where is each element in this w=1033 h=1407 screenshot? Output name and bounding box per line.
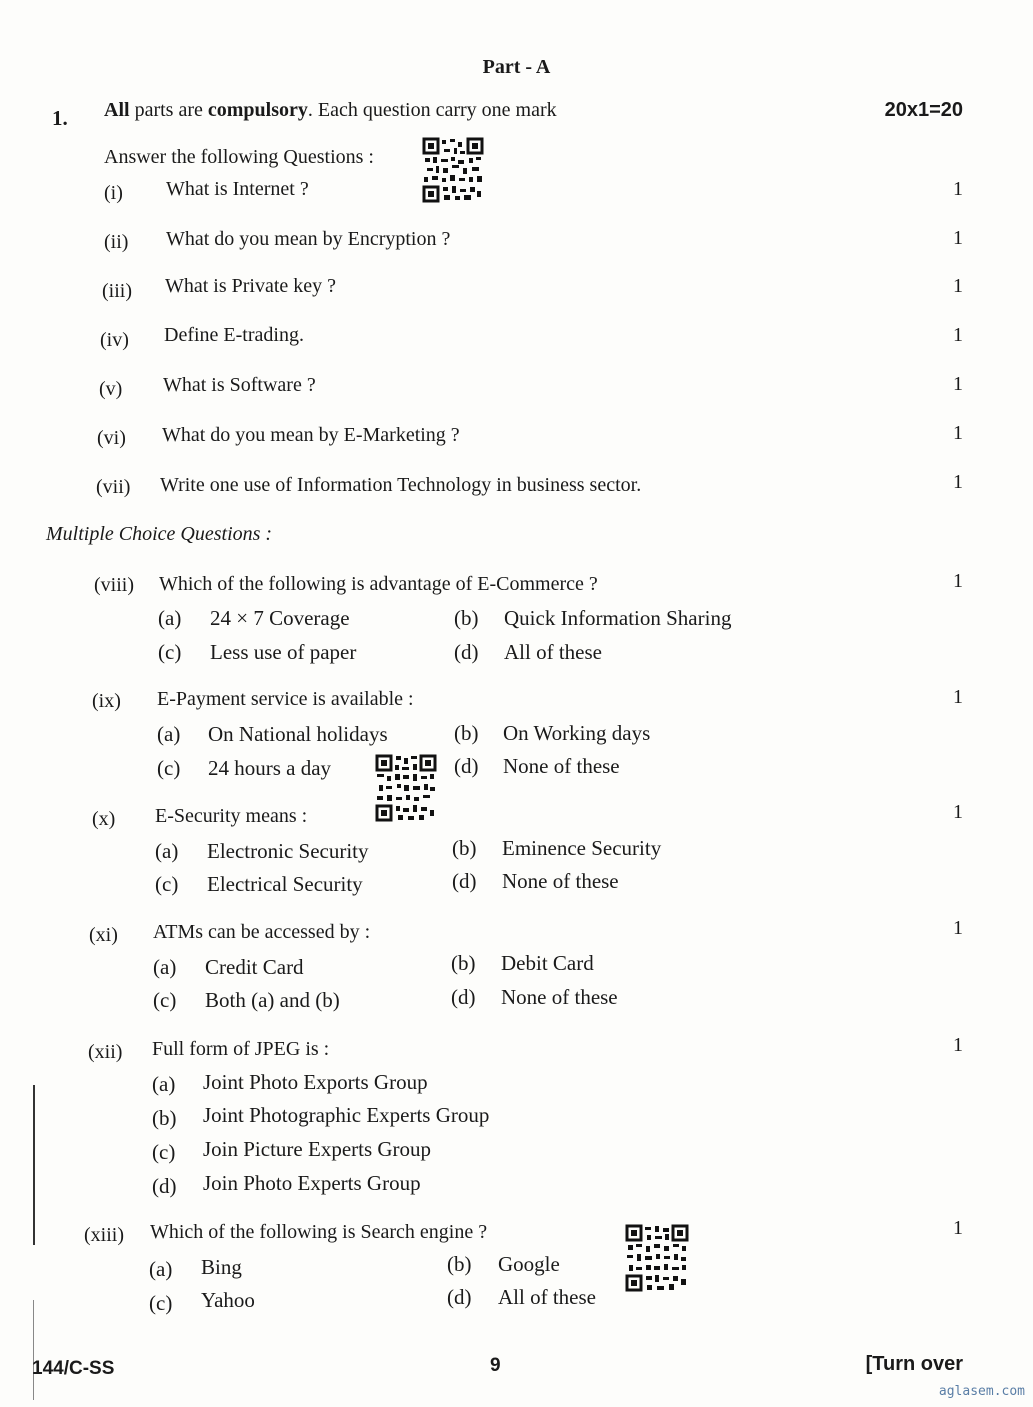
option-text: Bing — [201, 1255, 242, 1279]
qr-code-icon — [422, 137, 484, 203]
short-q-roman: (iii) — [102, 280, 132, 302]
short-q-text: What is Software ? — [163, 374, 316, 396]
short-q-mark: 1 — [953, 471, 963, 493]
option-text: On Working days — [503, 721, 651, 745]
short-q-mark: 1 — [953, 373, 963, 395]
option-label: (a) — [153, 955, 177, 979]
mcq-roman: (xiii) — [84, 1224, 124, 1246]
qr-code-icon — [625, 1224, 689, 1292]
short-q-mark: 1 — [953, 227, 963, 249]
mcq-roman: (xii) — [88, 1041, 123, 1063]
short-q-roman: (iv) — [100, 329, 129, 351]
option-text: 24 × 7 Coverage — [210, 606, 350, 630]
option-text: Join Photo Experts Group — [203, 1171, 421, 1195]
option-label: (c) — [152, 1140, 176, 1164]
option-label: (c) — [157, 756, 181, 780]
mcq-question-text: Which of the following is Search engine ? — [150, 1221, 488, 1243]
mcq-mark: 1 — [953, 1217, 963, 1239]
option-text: 24 hours a day — [208, 756, 332, 780]
option-label: (a) — [149, 1257, 173, 1281]
mcq-mark: 1 — [953, 570, 963, 592]
short-q-text: What is Internet ? — [166, 178, 309, 200]
option-label: (a) — [158, 606, 182, 630]
option-text: Less use of paper — [210, 640, 357, 664]
option-text: None of these — [501, 985, 618, 1009]
short-q-roman: (ii) — [104, 231, 129, 253]
turn-over-note: [Turn over — [865, 1353, 963, 1375]
answer-prompt: Answer the following Questions : — [104, 146, 374, 168]
option-label: (a) — [155, 839, 179, 863]
mcq-mark: 1 — [953, 801, 963, 823]
option-label: (c) — [155, 872, 179, 896]
short-q-text: What do you mean by E-Marketing ? — [162, 424, 460, 446]
option-text: Eminence Security — [502, 836, 662, 860]
option-label: (b) — [452, 836, 477, 860]
scan-edge-line — [33, 1085, 35, 1245]
mcq-roman: (x) — [92, 808, 116, 830]
mcq-question-text: E-Security means : — [155, 805, 308, 827]
option-text: Credit Card — [205, 955, 304, 979]
mcq-question-text: Full form of JPEG is : — [152, 1038, 330, 1060]
question-instructions — [104, 99, 557, 122]
mcq-mark: 1 — [953, 917, 963, 939]
intro-strong-all: All — [104, 99, 130, 121]
short-q-roman: (i) — [104, 182, 123, 204]
option-text: All of these — [504, 640, 602, 664]
intro-strong-compulsory: compulsory — [207, 99, 308, 121]
part-title: Part - A — [482, 56, 551, 78]
option-label: (c) — [153, 988, 177, 1012]
short-q-mark: 1 — [953, 324, 963, 346]
mcq-mark: 1 — [953, 1034, 963, 1056]
option-label: (a) — [152, 1072, 176, 1096]
option-text: Electronic Security — [207, 839, 369, 863]
option-label: (c) — [149, 1291, 173, 1315]
option-label: (b) — [454, 606, 479, 630]
short-q-text: What do you mean by Encryption ? — [166, 228, 451, 250]
option-text: All of these — [498, 1285, 596, 1309]
option-label: (b) — [152, 1106, 177, 1130]
short-q-text: What is Private key ? — [165, 275, 337, 297]
mcq-question-text: E-Payment service is available : — [157, 688, 414, 710]
option-text: Joint Photo Exports Group — [203, 1070, 428, 1094]
option-text: Join Picture Experts Group — [203, 1137, 432, 1161]
short-q-text: Define E-trading. — [164, 324, 304, 346]
short-q-text: Write one use of Information Technology in business sector. — [160, 474, 642, 496]
option-label: (d) — [454, 754, 479, 778]
option-label: (d) — [452, 869, 477, 893]
option-label: (b) — [451, 951, 476, 975]
option-text: Joint Photographic Experts Group — [203, 1103, 490, 1127]
option-label: (d) — [447, 1285, 472, 1309]
intro-mid: parts are — [129, 99, 208, 121]
mcq-roman: (viii) — [94, 574, 134, 596]
paper-code: 144/C-SS — [32, 1358, 115, 1379]
short-q-mark: 1 — [953, 422, 963, 444]
option-text: None of these — [503, 754, 620, 778]
scan-edge-line — [33, 1300, 34, 1400]
total-marks: 20x1=20 — [884, 99, 963, 121]
watermark: aglasem.com — [938, 1384, 1025, 1399]
short-q-mark: 1 — [953, 178, 963, 200]
mcq-roman: (ix) — [92, 690, 121, 712]
mcq-roman: (xi) — [89, 924, 118, 946]
option-text: Yahoo — [201, 1288, 255, 1312]
option-label: (c) — [158, 640, 182, 664]
mcq-mark: 1 — [953, 686, 963, 708]
mcq-question-text: ATMs can be accessed by : — [153, 921, 371, 943]
option-text: Debit Card — [501, 951, 594, 975]
short-q-roman: (vi) — [97, 427, 126, 449]
question-number: 1. — [52, 106, 68, 130]
page-number: 9 — [490, 1355, 501, 1376]
option-label: (d) — [451, 985, 476, 1009]
option-text: None of these — [502, 869, 619, 893]
mcq-heading: Multiple Choice Questions : — [46, 523, 273, 545]
option-text: Quick Information Sharing — [504, 606, 732, 630]
qr-code-icon — [375, 754, 437, 822]
option-label: (b) — [447, 1252, 472, 1276]
intro-end: . Each question carry one mark — [307, 99, 557, 121]
option-label: (d) — [454, 640, 479, 664]
option-text: On National holidays — [208, 722, 388, 746]
mcq-question-text: Which of the following is advantage of E-Commerce ? — [159, 573, 598, 595]
option-text: Electrical Security — [207, 872, 363, 896]
option-label: (a) — [157, 722, 181, 746]
short-q-roman: (vii) — [96, 476, 131, 498]
option-label: (d) — [152, 1174, 177, 1198]
option-text: Google — [498, 1252, 560, 1276]
option-label: (b) — [454, 721, 479, 745]
short-q-mark: 1 — [953, 275, 963, 297]
option-text: Both (a) and (b) — [205, 988, 340, 1012]
short-q-roman: (v) — [99, 378, 123, 400]
